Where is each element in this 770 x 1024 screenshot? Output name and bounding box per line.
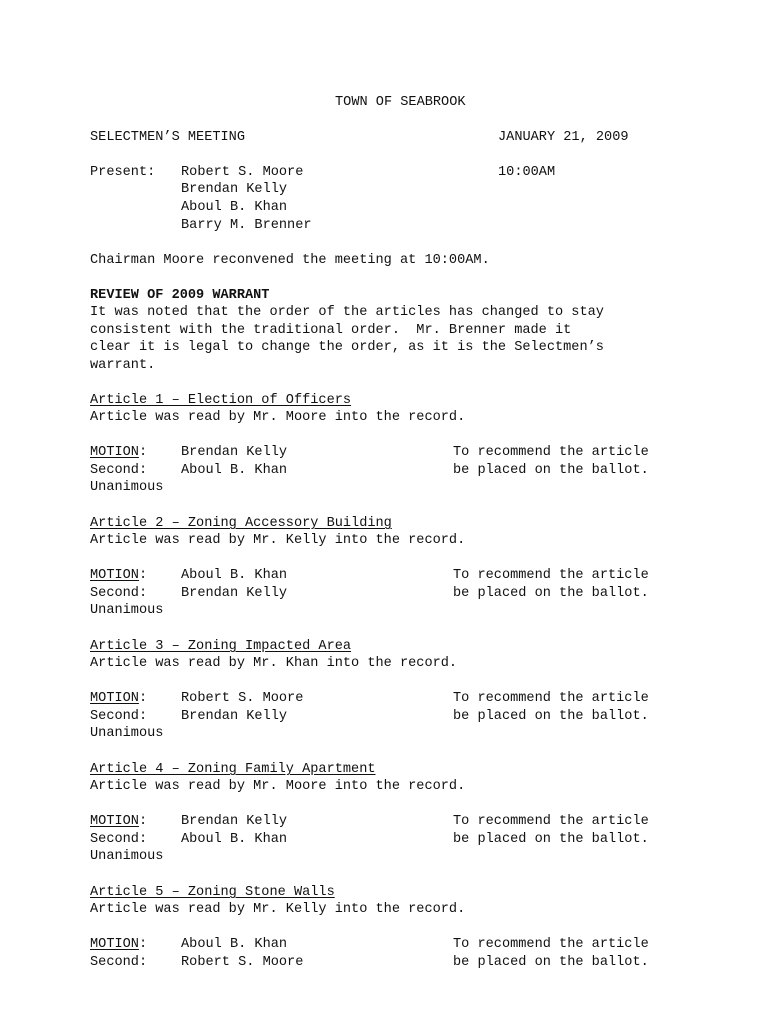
article-title: Article 4 – Zoning Family Apartment (90, 762, 376, 777)
motion-by: Robert S. Moore (181, 691, 304, 707)
recommend-text: To recommend the article (453, 568, 649, 584)
ballot-text: be placed on the ballot. (453, 954, 649, 970)
second-row (90, 708, 649, 725)
vote-result: Unanimous (90, 602, 164, 618)
recommend-text: To recommend the article (453, 691, 649, 707)
second-label: Second: (90, 585, 148, 601)
article-section (90, 515, 649, 619)
article-title: Article 3 – Zoning Impacted Area (90, 639, 352, 654)
second-row (90, 831, 649, 848)
article-title: Article 5 – Zoning Stone Walls (90, 885, 335, 900)
second-row (90, 585, 649, 602)
meeting-date: JANUARY 21, 2009 (498, 130, 629, 145)
motion-colon: : (138, 814, 148, 830)
motion-row (90, 567, 649, 584)
present-member: Robert S. Moore (181, 165, 304, 180)
review-line: warrant. (90, 358, 156, 373)
review-line: clear it is legal to change the order, as it is the Selectmen’s (90, 340, 604, 355)
article-read-note: Article was read by Mr. Khan into the record. (90, 656, 458, 672)
motion-by: Brendan Kelly (181, 445, 288, 461)
motion-colon: : (138, 937, 148, 953)
motion-colon: : (138, 691, 148, 707)
second-label: Second: (90, 708, 148, 724)
second-by: Aboul B. Khan (181, 462, 288, 478)
ballot-text: be placed on the ballot. (453, 462, 649, 478)
motion-label: MOTION (90, 445, 139, 461)
second-label: Second: (90, 462, 148, 478)
second-by: Brendan Kelly (181, 585, 288, 601)
vote-result: Unanimous (90, 848, 164, 864)
motion-by: Aboul B. Khan (181, 568, 288, 584)
meeting-time: 10:00AM (498, 165, 556, 180)
article-section (90, 638, 649, 742)
vote-result: Unanimous (90, 479, 164, 495)
review-line: consistent with the traditional order. Mr. Brenner made it (90, 323, 572, 338)
article-title: Article 2 – Zoning Accessory Building (90, 516, 392, 531)
ballot-text: be placed on the ballot. (453, 708, 649, 724)
present-member: Aboul B. Khan (181, 200, 288, 215)
article-read-note: Article was read by Mr. Moore into the record. (90, 779, 466, 795)
ballot-text: be placed on the ballot. (453, 831, 649, 847)
recommend-text: To recommend the article (453, 814, 649, 830)
article-section (90, 884, 649, 971)
article-section (90, 392, 649, 496)
second-by: Robert S. Moore (181, 954, 304, 970)
present-member: Barry M. Brenner (181, 218, 312, 233)
present-label: Present: (90, 165, 156, 180)
present-member: Brendan Kelly (181, 182, 288, 197)
second-by: Aboul B. Khan (181, 831, 288, 847)
article-read-note: Article was read by Mr. Kelly into the record. (90, 902, 466, 918)
recommend-text: To recommend the article (453, 937, 649, 953)
town-title: TOWN OF SEABROOK (335, 95, 466, 110)
second-label: Second: (90, 831, 148, 847)
motion-label: MOTION (90, 568, 139, 584)
opening-statement: Chairman Moore reconvened the meeting at 10:00AM. (90, 253, 490, 268)
motion-row (90, 444, 649, 461)
motion-colon: : (138, 445, 148, 461)
article-title: Article 1 – Election of Officers (90, 393, 352, 408)
motion-row (90, 813, 649, 830)
motion-row (90, 936, 649, 953)
motion-row (90, 690, 649, 707)
motion-label: MOTION (90, 937, 139, 953)
vote-result: Unanimous (90, 725, 164, 741)
review-heading: REVIEW OF 2009 WARRANT (90, 288, 270, 303)
article-read-note: Article was read by Mr. Kelly into the record. (90, 533, 466, 549)
second-label: Second: (90, 954, 148, 970)
motion-colon: : (138, 568, 148, 584)
second-row (90, 462, 649, 479)
motion-by: Aboul B. Khan (181, 937, 288, 953)
article-read-note: Article was read by Mr. Moore into the record. (90, 410, 466, 426)
review-line: It was noted that the order of the articles has changed to stay (90, 305, 604, 320)
recommend-text: To recommend the article (453, 445, 649, 461)
meeting-title: SELECTMEN’S MEETING (90, 130, 245, 145)
ballot-text: be placed on the ballot. (453, 585, 649, 601)
motion-label: MOTION (90, 814, 139, 830)
second-by: Brendan Kelly (181, 708, 288, 724)
second-row (90, 954, 649, 971)
motion-by: Brendan Kelly (181, 814, 288, 830)
article-section (90, 761, 649, 865)
motion-label: MOTION (90, 691, 139, 707)
